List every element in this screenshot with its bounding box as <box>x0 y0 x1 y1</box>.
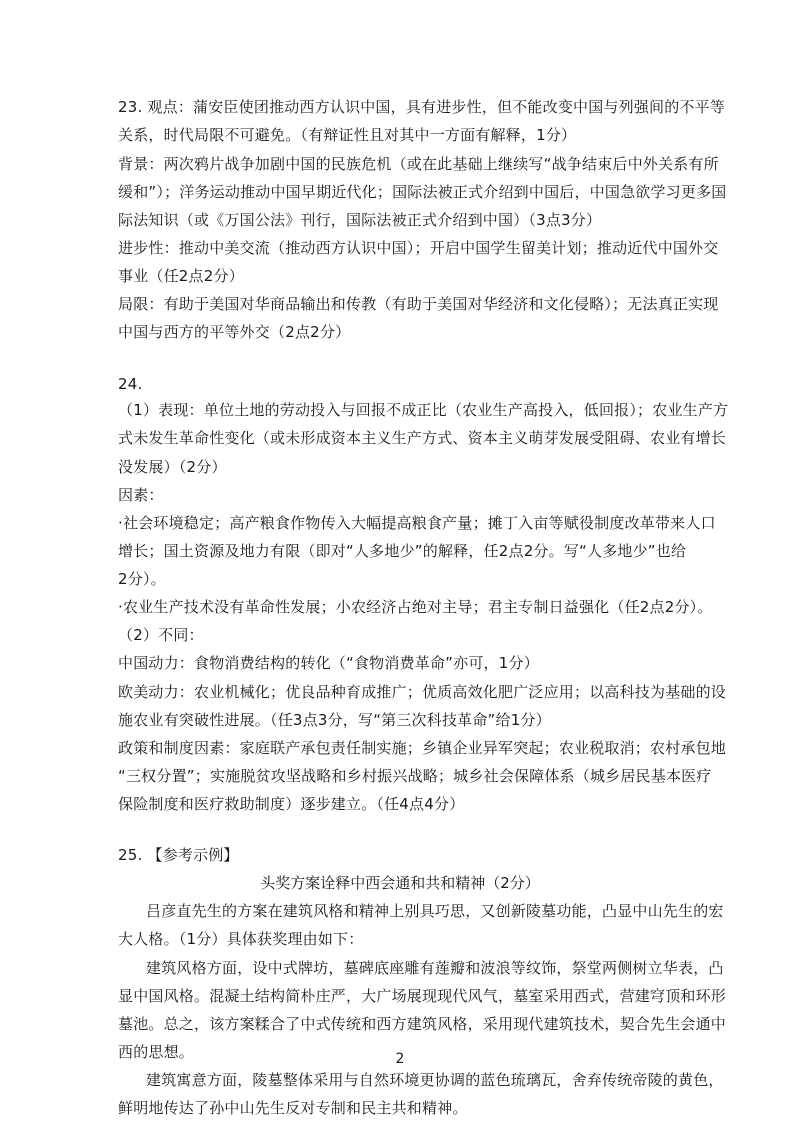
q23-line-1: 23. 观点：蒲安臣使团推动西方认识中国，具有进步性，但不能改变中国与列强间的不平等 <box>118 98 726 116</box>
q23-line-6: 进步性：推动中美交流（推动西方认识中国）；开启中国学生留美计划；推动近代中国外交 <box>118 239 719 257</box>
q24-line-11: 欧美动力：农业机械化；优良品种育成推广；优质高效化肥广泛应用；以高科技为基础的设 <box>118 683 727 701</box>
q24-line-14: “三权分置”；实施脱贫攻坚战略和乡村振兴战略；城乡社会保障体系（城乡居民基本医疗 <box>118 767 712 785</box>
q25-title: 头奖方案诠释中西会通和共和精神（2分） <box>260 874 540 892</box>
q23-line-3: 背景：两次鸦片战争加剧中国的民族危机（或在此基础上继续写“战争结束后中外关系有所 <box>118 155 719 173</box>
q23-line-7: 事业（任2点2分） <box>118 267 244 285</box>
q25-line-4: 显中国风格。混凝土结构简朴庄严，大广场展现现代风气，墓室采用西式，营建穹顶和环形 <box>118 987 727 1005</box>
q24-line-15: 保险制度和医疗救助制度）逐步建立。（任4点4分） <box>118 795 465 813</box>
q23-line-2: 关系，时代局限不可避免。（有辩证性且对其中一方面有解释，1分） <box>118 126 577 144</box>
q25-heading: 25. 【参考示例】 <box>118 846 239 864</box>
q23-line-4: 缓和”）；洋务运动推动中国早期近代化；国际法被正式介绍到中国后，中国急欲学习更多国 <box>118 183 727 201</box>
q24-line-3: 没发展）（2分） <box>118 458 227 476</box>
q25-line-3: 建筑风格方面，设中式牌坊，墓碑底座雕有莲瓣和波浪等纹饰，祭堂两侧树立华表，凸 <box>146 959 724 977</box>
q25-line-1: 吕彦直先生的方案在建筑风格和精神上别具巧思，又创新陵墓功能，凸显中山先生的宏 <box>146 902 724 920</box>
q23-line-5: 际法知识（或《万国公法》刊行，国际法被正式介绍到中国）（3点3分） <box>118 211 602 229</box>
q24-line-1: （1）表现：单位土地的劳动投入与回报不成正比（农业生产高投入，低回报）；农业生产方 <box>118 401 729 419</box>
q24-line-2: 式未发生革命性变化（或未形成资本主义生产方式、资本主义萌芽发展受阻碍、农业有增长 <box>118 429 727 447</box>
q24-line-5: ·社会环境稳定；高产粮食作物传入大幅提高粮食产量；摊丁入亩等赋役制度改革带来人口 <box>118 514 716 532</box>
q24-line-4: 因素： <box>118 486 164 504</box>
q25-line-5: 墓池。总之，该方案糅合了中式传统和西方建筑风格，采用现代建筑技术，契合先生会通中 <box>118 1015 727 1033</box>
q25-line-8: 鲜明地传达了孙中山先生反对专制和民主共和精神。 <box>118 1099 468 1117</box>
q23-line-8: 局限：有助于美国对华商品输出和传教（有助于美国对华经济和文化侵略）；无法真正实现 <box>118 295 719 313</box>
q24-line-10: 中国动力：食物消费结构的转化（“食物消费革命”亦可，1分） <box>118 654 539 672</box>
page-number: 2 <box>395 1051 405 1067</box>
q24-line-7: 2分）。 <box>118 570 166 588</box>
q23-line-9: 中国与西方的平等外交（2点2分） <box>118 323 351 341</box>
q25-line-6: 西的思想。 <box>118 1043 195 1061</box>
q24-line-12: 施农业有突破性进展。（任3点3分，写“第三次科技革命”给1分） <box>118 711 551 729</box>
q24-line-9: （2）不同： <box>118 626 204 644</box>
q24-line-8: ·农业生产技术没有革命性发展；小农经济占绝对主导；君主专制日益强化（任2点2分）。 <box>118 598 713 616</box>
q25-line-2: 大人格。（1分）具体获奖理由如下： <box>118 930 364 948</box>
q25-line-7: 建筑寓意方面，陵墓整体采用与自然环境更协调的蓝色琉璃瓦，舍弃传统帝陵的黄色， <box>146 1071 724 1089</box>
q24-line-13: 政策和制度因素：家庭联产承包责任制实施；乡镇企业异军突起；农业税取消；农村承包地 <box>118 739 727 757</box>
q24-heading: 24. <box>118 375 143 393</box>
q24-line-6: 增长；国土资源及地力有限（即对“人多地少”的解释，任2点2分。写“人多地少”也给 <box>118 542 687 560</box>
